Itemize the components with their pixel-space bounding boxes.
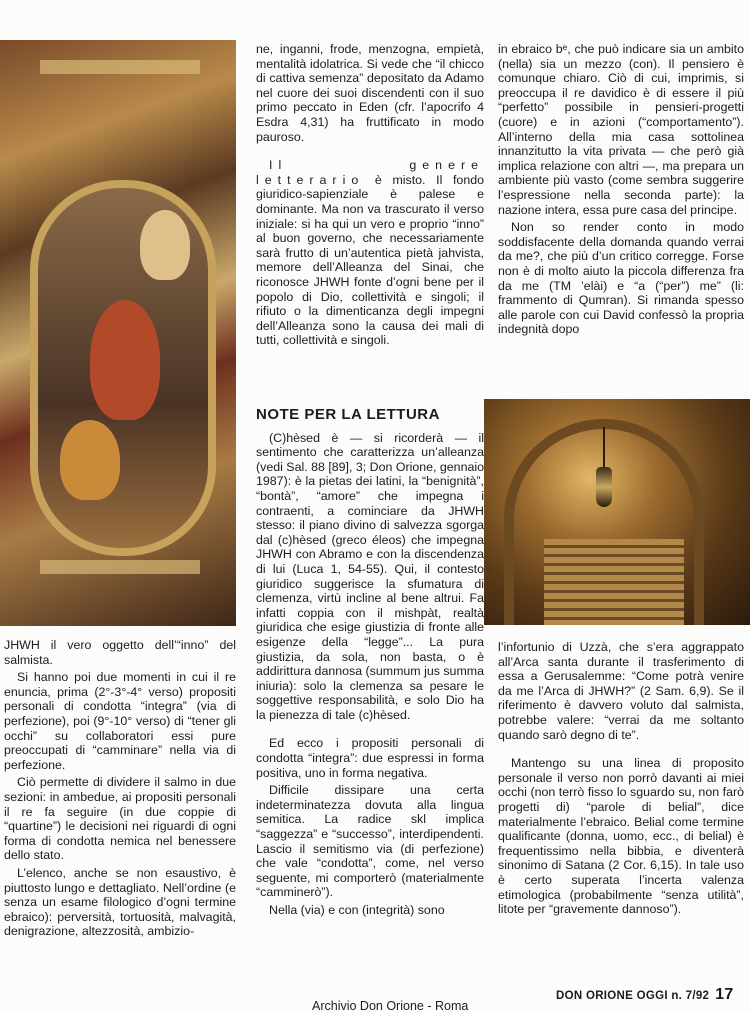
- spaced-lead: Il genere letterario: [256, 158, 484, 187]
- paragraph: (C)hèsed è — si ricorderà — il sentimento che caratterizza un’alleanza (vedi Sal. 88 [89], 3; Don Orione, gennaio 1987): è la pietas dei latini, la “benignità”, “bontà”, “amore” che impegna i contraenti, a cominciare da JHWH stesso: il piano divino di salvezza sgorga dal (c)hèsed (greco éleos) che impegna JHWH con Abramo e con la discendenza di lui (Luca 1, 54-55). Qui, il contesto giuridico suggerisce la sfumatura di clemenza, virtù incline al bene altrui. Fa infatti coppia con il mishpàt, realtà giuridica che esige giustizia di fronte alle esigenze della “legge”... La pura giustizia, da sola, non basta, o è addirittura dannosa (summum jus summa iniuria): solo la clemenza sa pesare le soggettive responsabilità, e solo Dio ha la pienezza di tale (c)hèsed.: [256, 430, 484, 722]
- paragraph: in ebraico bᵉ, che può indicare sia un ambito (nella) sia un mezzo (con). Il pensiero è comunque chiaro. Ciò di cui, imprimis, si preoccupa il re davidico è di essere il più “perfetto” possibile in pensieri-progetti (cuore) e in azioni (“comportamento”). All’interno della mia casa sottolinea innanzitutto la vita privata — che però già implica relazione con altri —, ma prepara un ambiente più vasto (come sembra suggerire l’espressione nella seconda parte): la nazione intera, essa pure casa del principe.: [498, 42, 744, 217]
- archive-caption: Archivio Don Orione - Roma: [312, 999, 469, 1013]
- magazine-issue: DON ORIONE OGGI n. 7/92: [556, 990, 710, 1002]
- paragraph: [256, 158, 484, 348]
- column-right-bottom: [498, 640, 744, 920]
- paragraph: JHWH il vero oggetto dell’“inno” del salmista.: [4, 638, 236, 667]
- paragraph: Ciò permette di dividere il salmo in due sezioni: in ambedue, ai propositi personali il re fa seguire (in due coppie di “quartine”) le decisioni nei riguardi di ogni forma di condotta nemica nel benessere dello stato.: [4, 775, 236, 863]
- paragraph: Ed ecco i propositi personali di condotta “integra”: due espressi in forma positiva, uno in forma negativa.: [256, 736, 484, 780]
- paragraph: Nella (via) e con (integrità) sono: [269, 903, 445, 917]
- column-right-top: [498, 42, 744, 340]
- paragraph: Difficile dissipare una certa indeterminatezza dovuta alla lingua semitica. La radice skl implica “saggezza” e “successo”, interdipendenti. Lascio il semitismo via (di perfezione) che vale “condotta”, come, nel verso seguente, mi comporterò (materialmente “camminerò”).: [256, 783, 484, 900]
- page-number: 17: [715, 986, 734, 1003]
- paragraph: l’infortunio di Uzzà, che s’era aggrappato all’Arca santa durante il trasferimento di essa a Gerusalemme: “Come potrà venire da me l’Arca di JHWH?” (2 Sam. 6,9). Se il riferimento è davvero voluto dal salmista, potrebbe valere: “verrai da me soltanto quando sarò degno di te”.: [498, 640, 744, 742]
- hanging-lamp: [596, 427, 612, 517]
- magazine-footer: [556, 986, 734, 1004]
- paragraph: Mantengo su una linea di proposito personale il verso non porrò davanti ai miei occhi (non terrò fisso lo sguardo su, non farò progetti di) “parole di belial”, dice materialmente l’ebraico. Belial come termine qualificante (donna, uomo, ecc., di belial) è frequentissimo nella bibbia, e diventerà sinonimo di Satana (2 Cor. 6,15). In tale uso è certo superata l’incerta valenza etimologica (probabilmente “senza utilità”, litote per “gravemente dannoso”).: [498, 756, 744, 917]
- crypt-photo: [484, 399, 750, 625]
- column-middle-top: [256, 42, 484, 351]
- paragraph: ne, inganni, frode, menzogna, empietà, mentalità idolatrica. Si vede che “il chicco di cattiva semenza” depositato da Adamo nel cuore dei suoi discendenti con il suo primo peccato in Eden (cfr. l’apocrifo 4 Esdra 4,31) ha fruttificato in modo pauroso.: [256, 42, 484, 144]
- crypt-stairs: [544, 539, 684, 625]
- fresco-photo: [0, 40, 236, 626]
- column-middle-bottom: [256, 408, 484, 921]
- paragraph: L’elenco, anche se non esaustivo, è piuttosto lungo e dettagliato. Nell’ordine (e senza un esame filologico d’ogni termine ebraico): perversità, tortuosità, malvagità, denigrazione, altezzosità, ambizio-: [4, 865, 236, 939]
- paragraph-rest: è misto. Il fondo giuridico-sapienziale è palese e dominante. Ma non va trascurato il verso iniziale: si ha qui un vero e proprio “inno” al buon governo, che necessariamente sarà frutto di un’autentica pietà jahvista, memore dell’Alleanza del Sinai, che riconosce JHWH fonte d’ogni bene per il popolo di Dio, collettività e singoli; il rifiuto o la dimenticanza degli impegni dell’Alleanza sono la causa dei mali di tutti, collettività e singoli.: [256, 172, 485, 348]
- paragraph: Si hanno poi due momenti in cui il re enuncia, prima (2°-3°-4° verso) propositi personali di condotta “integra” (via di perfezione), poi (9°-10° verso) di “tener gli occhi” su collaboratori essi pure preoccupati di “camminare” nella via di perfezione.: [4, 670, 236, 772]
- paragraph: Non so render conto in modo soddisfacente della domanda quando verrai da me?, che più d’un critico corregge. Forse non è di molto aiuto la piccola differenza fra da me (TM ’elài) e “a (“per”) me” (li: frammento di Qumran). Si rimanda spesso alle parole con cui David confessò la propria indegnità dopo: [498, 220, 744, 337]
- column-left: [4, 638, 236, 942]
- section-heading: NOTE PER LA LETTURA: [256, 406, 440, 423]
